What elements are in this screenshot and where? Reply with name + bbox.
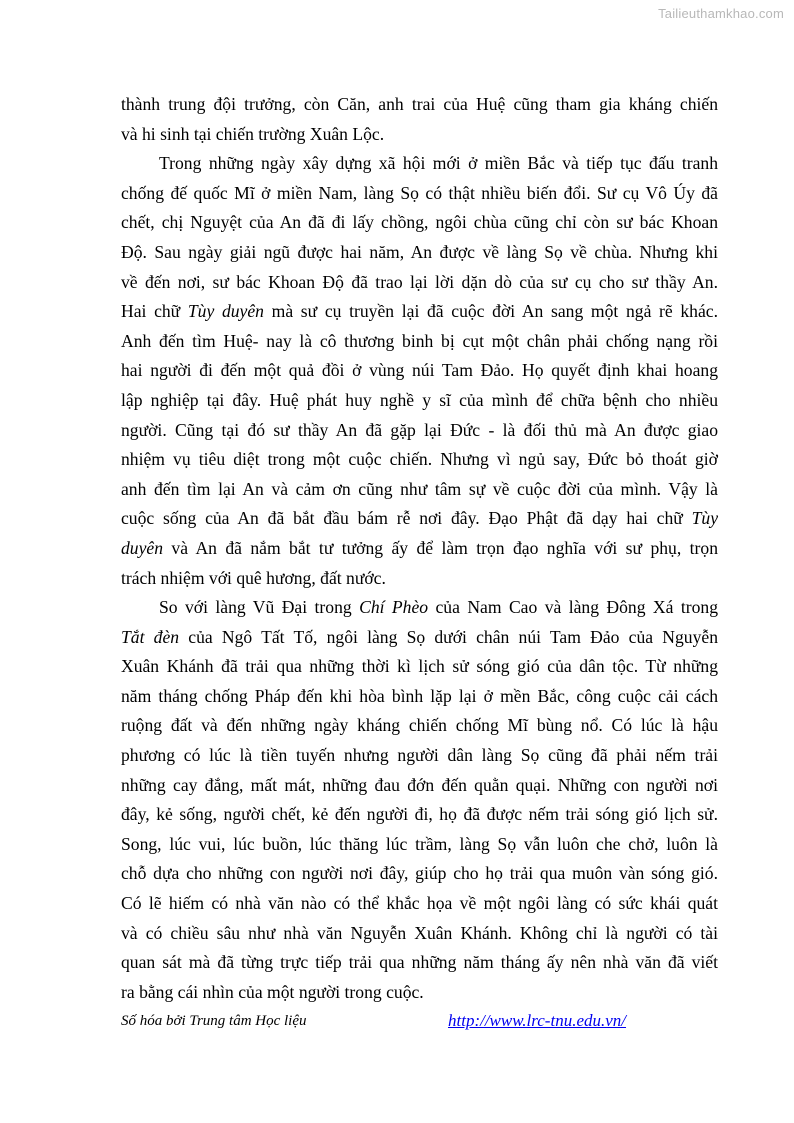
text-line xyxy=(121,445,718,475)
text-span: anh đến tìm lại An và cảm ơn cũng như tâm sự về cuộc đời của mình. Vậy là xyxy=(121,478,718,499)
text-line xyxy=(121,564,718,594)
text-line xyxy=(121,327,718,357)
text-span: mà sư cụ truyền lại đã cuộc đời An sang một ngả rẽ khác. xyxy=(263,301,718,322)
text-line xyxy=(121,504,718,534)
text-line xyxy=(121,771,718,801)
text-span: nhiệm vụ tiêu diệt trong một cuộc chiến. Nhưng vì ngủ say, Đức bỏ thoát giờ xyxy=(121,449,718,470)
text-span: chết, chị Nguyệt của An đã đi lấy chồng, ngôi chùa cũng chỉ còn sư bác Khoan xyxy=(121,212,718,233)
text-line xyxy=(121,948,718,978)
text-span: chống đế quốc Mĩ ở miền Nam, làng Sọ có thật nhiều biến đổi. Sư cụ Vô Úy đã xyxy=(121,182,718,203)
text-span: chỗ dựa cho những con người nơi đây, giúp cho họ trải qua muôn vàn sóng gió. xyxy=(121,863,718,884)
text-line xyxy=(121,179,718,209)
text-line xyxy=(121,534,718,564)
text-span: phương có lúc là tiền tuyến nhưng người dân làng Sọ cũng đã phải nếm trải xyxy=(121,745,718,766)
text-line xyxy=(121,238,718,268)
text-span: Anh đến tìm Huệ- nay là cô thương binh bị cụt một chân phải chống nạng rồi xyxy=(121,330,718,351)
text-line xyxy=(121,149,718,179)
paragraph xyxy=(121,90,718,149)
footer-link[interactable]: http://www.lrc-tnu.edu.vn/ xyxy=(448,1011,627,1030)
text-span: về đến nơi, sư bác Khoan Độ đã trao lại lời dặn dò của sư cụ cho sư thầy An. xyxy=(121,271,718,292)
text-span: năm tháng chống Pháp đến khi hòa bình lặp lại ở mền Bắc, công cuộc cải cách xyxy=(121,685,718,706)
text-span: hai người đi đến một quả đồi ở vùng núi Tam Đảo. Họ quyết định khai hoang xyxy=(121,360,718,381)
text-line xyxy=(121,682,718,712)
text-span: trách nhiệm với quê hương, đất nước. xyxy=(121,567,386,588)
text-line xyxy=(121,830,718,860)
text-span: và An đã nắm bắt tư tưởng ấy để làm trọn đạo nghĩa với sư phụ, trọn xyxy=(163,537,718,558)
text-line xyxy=(121,386,718,416)
italic-text: Tắt đèn xyxy=(121,626,180,647)
text-line xyxy=(121,90,718,120)
text-span: thành trung đội trưởng, còn Căn, anh trai của Huệ cũng tham gia kháng chiến xyxy=(121,94,718,114)
italic-text: Tùy duyên xyxy=(187,301,264,322)
italic-text: Chí Phèo xyxy=(359,597,429,618)
footer-credit: Số hóa bởi Trung tâm Học liệu xyxy=(121,1013,307,1029)
text-line xyxy=(121,919,718,949)
paragraph xyxy=(121,593,718,1007)
text-line xyxy=(121,208,718,238)
text-span: và hi sinh tại chiến trường Xuân Lộc. xyxy=(121,123,385,144)
italic-text: duyên xyxy=(121,537,164,558)
text-span: Độ. Sau ngày giải ngũ được hai năm, An được về làng Sọ về chùa. Nhưng khi xyxy=(121,241,718,262)
text-line xyxy=(121,475,718,505)
text-span: Có lẽ hiếm có nhà văn nào có thể khắc họa về một ngôi làng có sức khái quát xyxy=(121,893,718,914)
text-line xyxy=(121,593,718,623)
text-span: cuộc sống của An đã bắt đầu bám rễ nơi đây. Đạo Phật đã dạy hai chữ xyxy=(121,508,692,529)
text-line xyxy=(121,800,718,830)
text-line xyxy=(121,623,718,653)
text-span: của Ngô Tất Tố, ngôi làng Sọ dưới chân núi Tam Đảo của Nguyễn xyxy=(179,626,718,647)
paragraph xyxy=(121,149,718,593)
text-span: của Nam Cao và làng Đông Xá trong xyxy=(428,597,718,618)
text-span: So với làng Vũ Đại trong xyxy=(159,597,360,618)
text-span: đây, kẻ sống, người chết, kẻ đến người đi, họ đã được nếm trải sóng gió lịch sử. xyxy=(121,804,718,825)
text-line xyxy=(121,416,718,446)
text-line xyxy=(121,652,718,682)
text-line xyxy=(121,741,718,771)
watermark: Tailieuthamkhao.com xyxy=(658,6,784,21)
text-span: ra bằng cái nhìn của một người trong cuộc. xyxy=(121,981,424,1002)
text-line xyxy=(121,711,718,741)
text-line xyxy=(121,889,718,919)
text-span: những cay đắng, mất mát, những đau đớn đến quằn quại. Những con người nơi xyxy=(121,774,718,795)
text-span: ruộng đất và đến những ngày kháng chiến chống Mĩ bùng nổ. Có lúc là hậu xyxy=(121,715,718,736)
text-line xyxy=(121,120,718,150)
text-line xyxy=(121,978,718,1008)
text-span: Trong những ngày xây dựng xã hội mới ở miền Bắc và tiếp tục đấu tranh xyxy=(159,153,718,174)
text-line xyxy=(121,356,718,386)
text-span: quan sát mà đã từng trực tiếp trải qua những năm tháng ấy nên nhà văn đã viết xyxy=(121,952,718,973)
document-body xyxy=(121,90,718,1007)
text-span: Hai chữ xyxy=(121,301,188,322)
text-line xyxy=(121,268,718,298)
text-line xyxy=(121,297,718,327)
text-span: người. Cũng tại đó sư thầy An đã gặp lại Đức - là đối thủ mà An được giao xyxy=(121,419,718,440)
italic-text: Tùy xyxy=(691,508,718,529)
text-span: lập nghiệp tại đây. Huệ phát huy nghề y sĩ của mình để chữa bệnh cho nhiều xyxy=(121,389,718,410)
text-span: Xuân Khánh đã trải qua những thời kì lịch sử sóng gió của dân tộc. Từ những xyxy=(121,656,718,677)
text-line xyxy=(121,859,718,889)
text-span: và có chiều sâu như nhà văn Nguyễn Xuân Khánh. Không chỉ là người có tài xyxy=(121,922,718,943)
text-span: Song, lúc vui, lúc buồn, lúc thăng lúc trầm, làng Sọ vẫn luôn che chở, luôn là xyxy=(121,833,718,854)
